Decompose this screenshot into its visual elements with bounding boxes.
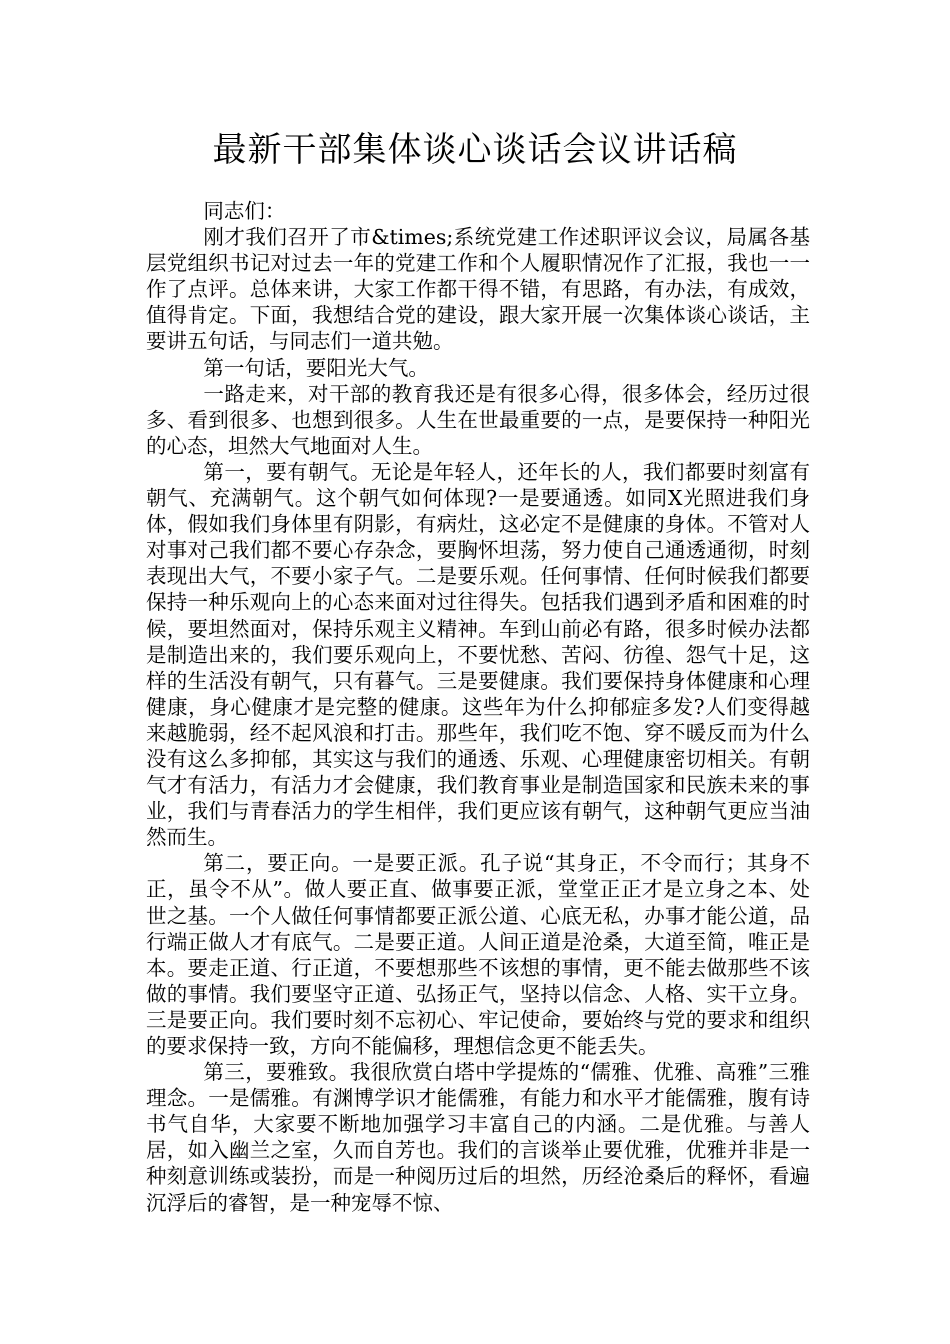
paragraph-intro: 刚才我们召开了市&times;系统党建工作述职评议会议，局属各基层党组织书记对过去一年的党建工作和个人履职情况作了汇报，我也一一作了点评。总体来讲，大家工作都干得不错，有思路，有办法，有成效，值得肯定。下面，我想结合党的建设，跟大家开展一次集体谈心谈话，主要讲五句话，与同志们一道共勉。 (146, 225, 810, 354)
paragraph-first-overview: 一路走来，对干部的教育我还是有很多心得，很多体会，经历过很多、看到很多、也想到很多。人生在世最重要的一点，是要保持一种阳光的心态，坦然大气地面对人生。 (146, 381, 810, 458)
document-body (146, 198, 810, 1216)
paragraph-vitality: 第一，要有朝气。无论是年轻人，还年长的人，我们都要时刻富有朝气、充满朝气。这个朝气如何体现?一是要通透。如同X光照进我们身体，假如我们身体里有阴影，有病灶，这必定不是健康的身体。不管对人对事对己我们都不要心存杂念，要胸怀坦荡，努力使自己通透通彻，时刻表现出大气，不要小家子气。二是要乐观。任何事情、任何时候我们都要保持一种乐观向上的心态来面对过往得失。包括我们遇到矛盾和困难的时候，要坦然面对，保持乐观主义精神。车到山前必有路，很多时候办法都是制造出来的，我们要乐观向上，不要忧愁、苦闷、彷徨、怨气十足，这样的生活没有朝气，只有暮气。三是要健康。我们要保持身体健康和心理健康，身心健康才是完整的健康。这些年为什么抑郁症多发?人们变得越来越脆弱，经不起风浪和打击。那些年，我们吃不饱、穿不暖反而为什么没有这么多抑郁，其实这与我们的通透、乐观、心理健康密切相关。有朝气才有活力，有活力才会健康，我们教育事业是制造国家和民族未来的事业，我们与青春活力的学生相伴，我们更应该有朝气，这种朝气更应当油然而生。 (146, 459, 810, 850)
paragraph-righteousness: 第二，要正向。一是要正派。孔子说“其身正，不令而行；其身不正，虽令不从”。做人要正直、做事要正派，堂堂正正才是立身之本、处世之基。一个人做任何事情都要正派公道、心底无私，办事才能公道，品行端正做人才有底气。二是要正道。人间正道是沧桑，大道至简，唯正是本。要走正道、行正道，不要想那些不该想的事情，更不能去做那些不该做的事情。我们要坚守正道、弘扬正气，坚持以信念、人格、实干立身。三是要正向。我们要时刻不忘初心、牢记使命，要始终与党的要求和组织的要求保持一致，方向不能偏移，理想信念更不能丢失。 (146, 851, 810, 1058)
paragraph-salutation: 同志们： (203, 199, 286, 223)
paragraph-elegance: 第三，要雅致。我很欣赏白塔中学提炼的“儒雅、优雅、高雅”三雅理念。一是儒雅。有渊博学识才能儒雅，有能力和水平才能儒雅，腹有诗书气自华，大家要不断地加强学习丰富自己的内涵。二是优雅。与善人居，如入幽兰之室，久而自芳也。我们的言谈举止要优雅，优雅并非是一种刻意训练或装扮，而是一种阅历过后的坦然，历经沧桑后的释怀，看遍沉浮后的睿智，是一种宠辱不惊、 (146, 1060, 810, 1215)
paragraph-heading-first: 第一句话，要阳光大气。 (203, 355, 429, 380)
document-title: 最新干部集体谈心谈话会议讲话稿 (212, 130, 738, 170)
